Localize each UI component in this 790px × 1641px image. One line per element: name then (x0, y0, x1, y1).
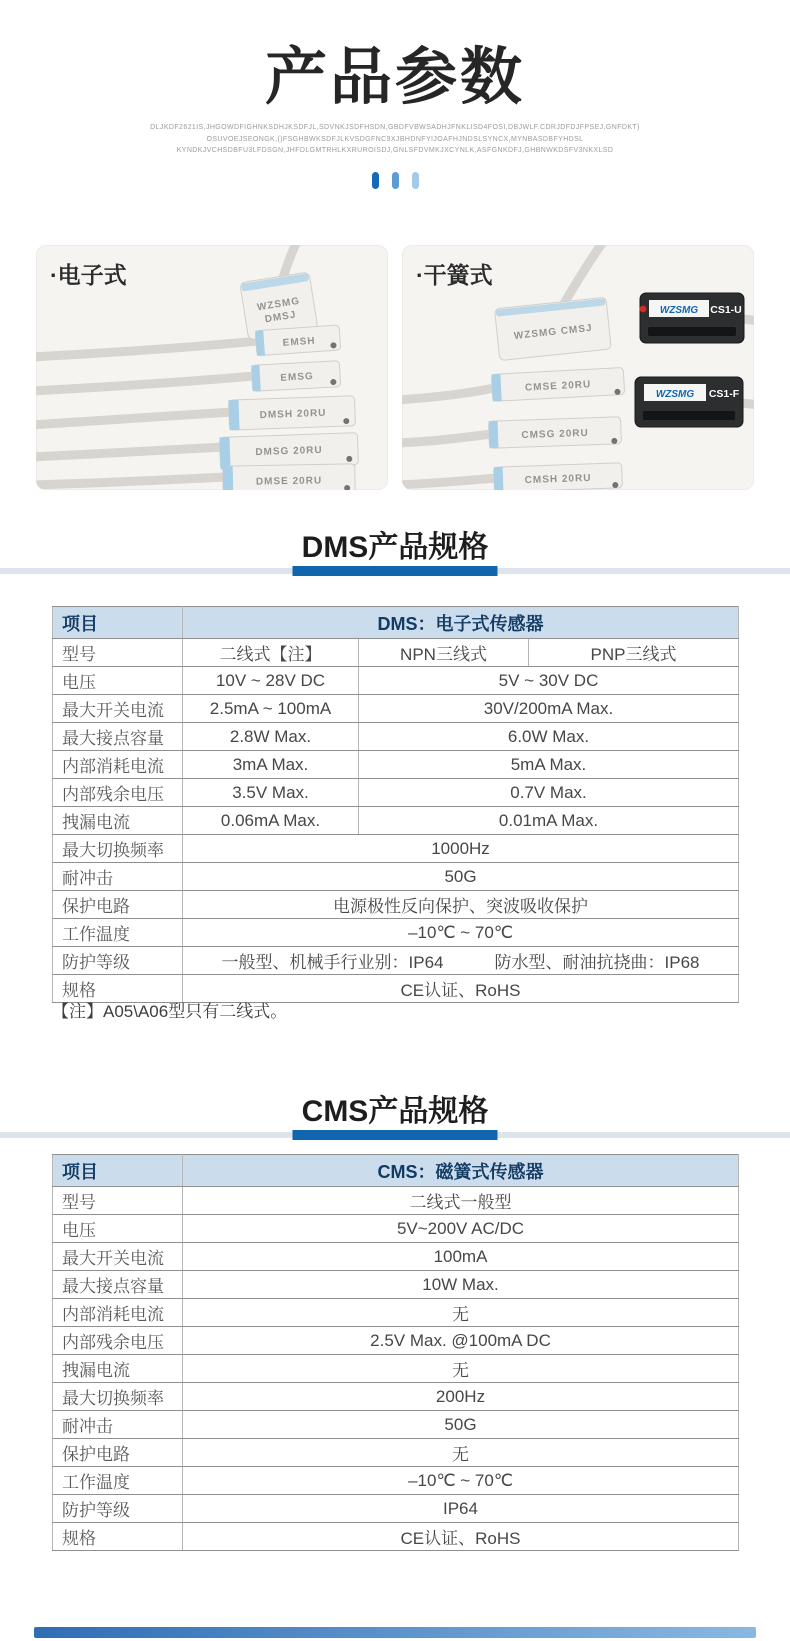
spec-label-cell: 内部消耗电流 (53, 751, 183, 779)
cable (402, 434, 492, 443)
sensor-label: WZSMG (256, 295, 301, 314)
dms-header-item: 项目 (53, 607, 183, 639)
cms-header-name: CMS：磁簧式传感器 (183, 1155, 739, 1187)
table-row (53, 1383, 739, 1411)
table-row (53, 1355, 739, 1383)
cms-section-title: CMS产品规格 (301, 1095, 489, 1128)
page-title: 产品参数 (264, 43, 525, 112)
spec-value-cell: 无 (183, 1355, 739, 1383)
table-row (53, 1439, 739, 1467)
spec-value-cell: 2.5mA ~ 100mA (183, 695, 359, 723)
dms-section-title: DMS产品规格 (301, 531, 489, 564)
cable (36, 341, 258, 357)
spec-value-cell: 二线式【注】 (183, 639, 359, 667)
spec-value-cell: CE认证、RoHS (183, 1523, 739, 1551)
spec-value-cell: 5mA Max. (359, 751, 739, 779)
sensor-slot (643, 411, 735, 420)
cable (402, 478, 497, 485)
hero (0, 44, 790, 189)
gallery-panel-electronic (36, 245, 388, 490)
brand-label: WZSMG (659, 305, 699, 316)
sensor-blue-tip (219, 437, 230, 469)
panel-label-reed: ·干簧式 (416, 262, 493, 288)
dms-spec-table (52, 606, 739, 1003)
spec-value-cell: 2.8W Max. (183, 723, 359, 751)
dms-section-underline (0, 566, 790, 576)
spec-value-cell: 2.5V Max. @100mA DC (183, 1327, 739, 1355)
spec-value-cell: 0.7V Max. (359, 779, 739, 807)
table-row (53, 919, 739, 947)
spec-label-cell: 内部残余电压 (53, 779, 183, 807)
table-row (53, 1467, 739, 1495)
table-header-row (53, 1155, 739, 1187)
spec-label-cell: 保护电路 (53, 891, 183, 919)
spec-label-cell: 型号 (53, 1187, 183, 1215)
spec-label-cell: 规格 (53, 1523, 183, 1551)
table-row (53, 1523, 739, 1551)
accent-dot-icon (392, 172, 399, 189)
table-row (53, 779, 739, 807)
sensor-cmsh (494, 463, 623, 490)
spec-value-cell: 一般型、机械手行业别：IP64 防水型、耐油抗挠曲：IP68 (183, 947, 739, 975)
led-indicator-icon (640, 306, 647, 313)
subtitle-line: DLJKDF2621IS,JHGOWDFIGHNKSDHJKSDFJL,SDVNKJSDFHSDN,GBDFVBWSADHJFNKLISD4FOSI,DBJWLF.CDRJDFDJFPSEJ,GNFDKT) (150, 124, 640, 132)
spec-value-cell: 无 (183, 1439, 739, 1467)
table-row (53, 1243, 739, 1271)
spec-label-cell: 保护电路 (53, 1439, 183, 1467)
table-row (53, 1495, 739, 1523)
spec-label-cell: 拽漏电流 (53, 807, 183, 835)
spec-label-cell: 防护等级 (53, 947, 183, 975)
cable (36, 412, 232, 425)
table-row (53, 1271, 739, 1299)
gallery-panel-reed (402, 245, 754, 490)
spec-label-cell: 最大开关电流 (53, 695, 183, 723)
accent-dot-icon (372, 172, 379, 189)
spec-label-cell: 拽漏电流 (53, 1355, 183, 1383)
bottom-accent-bar (34, 1627, 756, 1638)
brand-label: WZSMG (655, 389, 695, 400)
sensor-dmse (223, 464, 356, 490)
spec-value-cell: PNP三线式 (529, 639, 739, 667)
spec-label-cell: 防护等级 (53, 1495, 183, 1523)
table-row (53, 863, 739, 891)
dms-footnote: 【注】A05\A06型只有二线式。 (52, 1002, 288, 1021)
accent-dot-icon (412, 172, 419, 189)
sensor-label: DMSG 20RU (255, 444, 323, 459)
spec-label-cell: 最大切换频率 (53, 1383, 183, 1411)
spec-value-cell: 10V ~ 28V DC (183, 667, 359, 695)
sensor-label: CMSE 20RU (524, 379, 592, 394)
spec-value-cell: 5V ~ 30V DC (359, 667, 739, 695)
spec-value-cell: 无 (183, 1299, 739, 1327)
table-row (53, 667, 739, 695)
sensor-label: CS1-F (708, 388, 740, 400)
table-row (53, 751, 739, 779)
spec-value-cell: 30V/200mA Max. (359, 695, 739, 723)
sensor-dmsh (229, 396, 356, 430)
sensor-label: CMSH 20RU (524, 472, 592, 487)
table-row (53, 891, 739, 919)
sensor-label: EMSH (282, 335, 316, 349)
spec-value-cell: CE认证、RoHS (183, 975, 739, 1003)
spec-label-cell: 规格 (53, 975, 183, 1003)
spec-value-cell: –10℃ ~ 70℃ (183, 919, 739, 947)
spec-label-cell: 耐冲击 (53, 863, 183, 891)
table-row (53, 1215, 739, 1243)
sensor-label: DMSH 20RU (259, 407, 327, 422)
underline-accent-bar (293, 566, 498, 576)
cms-header-item: 项目 (53, 1155, 183, 1187)
spec-label-cell: 电压 (53, 1215, 183, 1243)
spec-label-cell: 型号 (53, 639, 183, 667)
spec-value-cell: 0.01mA Max. (359, 807, 739, 835)
dms-header-name: DMS：电子式传感器 (183, 607, 739, 639)
spec-label-cell: 内部残余电压 (53, 1327, 183, 1355)
table-row (53, 695, 739, 723)
cable (36, 477, 226, 485)
sensor-cmsj (494, 297, 611, 360)
spec-label-cell: 耐冲击 (53, 1411, 183, 1439)
accent-dots (0, 172, 790, 189)
sensor-label: DMSJ (264, 309, 298, 326)
sensor-blue-tip (229, 400, 240, 430)
sensor-cs1f (635, 377, 743, 427)
cable (402, 388, 494, 400)
table-row (53, 1299, 739, 1327)
sensor-blue-tip (491, 374, 501, 401)
table-row (53, 1187, 739, 1215)
spec-label-cell: 电压 (53, 667, 183, 695)
sensor-emsg (251, 361, 340, 392)
sensor-blue-tip (251, 365, 260, 391)
table-row (53, 1411, 739, 1439)
sensor-blue-tip (494, 467, 504, 490)
spec-value-cell: IP64 (183, 1495, 739, 1523)
spec-label-cell: 内部消耗电流 (53, 1299, 183, 1327)
cms-spec-table (52, 1154, 739, 1551)
table-header-row (53, 607, 739, 639)
underline-accent-bar (293, 1130, 498, 1140)
sensor-label: DMSE 20RU (255, 475, 323, 488)
hero-subtitle (0, 122, 790, 157)
table-row (53, 723, 739, 751)
spec-value-cell: 3mA Max. (183, 751, 359, 779)
spec-value-cell: 50G (183, 1411, 739, 1439)
spec-value-cell: 二线式一般型 (183, 1187, 739, 1215)
sensor-emsh (255, 325, 341, 356)
subtitle-line: KYNDKJVCHSDBFU3LFDSGN,JHFDLGMTRHLKXRUROISDJ,GNLSFDVMKJXCYNLK,ASFGNKDFJ,GHBNWKDSFV3NKXLSD (176, 147, 614, 155)
table-row (53, 1327, 739, 1355)
spec-value-cell: NPN三线式 (359, 639, 529, 667)
sensor-cmse (491, 368, 624, 402)
cable (36, 376, 254, 391)
spec-label-cell: 最大接点容量 (53, 723, 183, 751)
cms-section-underline (0, 1130, 790, 1140)
spec-value-cell: 6.0W Max. (359, 723, 739, 751)
spec-value-cell: 5V~200V AC/DC (183, 1215, 739, 1243)
spec-value-cell: 0.06mA Max. (183, 807, 359, 835)
table-row (53, 807, 739, 835)
sensor-label: EMSG (280, 371, 315, 384)
spec-value-cell: –10℃ ~ 70℃ (183, 1467, 739, 1495)
subtitle-line: OSUVOEJSEONGK,()FSGHBWKSDFJLKVSDGFNC9XJBHDNFYIJOAFHJNDSLSYNCX,MYNBASDBFYHDSL (206, 135, 584, 143)
spec-label-cell: 最大切换频率 (53, 835, 183, 863)
sensor-slot (648, 327, 736, 336)
sensor-cs1u (640, 293, 744, 343)
sensor-label: CMSG 20RU (521, 427, 589, 442)
spec-value-cell: 10W Max. (183, 1271, 739, 1299)
table-row (53, 639, 739, 667)
spec-value-cell: 50G (183, 863, 739, 891)
cable (36, 447, 224, 457)
spec-value-cell: 200Hz (183, 1383, 739, 1411)
sensor-blue-tip (489, 421, 499, 448)
table-row (53, 835, 739, 863)
sensor-label: WZSMG CMSJ (513, 322, 594, 342)
spec-label-cell: 最大接点容量 (53, 1271, 183, 1299)
spec-value-cell: 1000Hz (183, 835, 739, 863)
product-gallery (36, 245, 754, 490)
sensor-label: CS1-U (710, 304, 742, 316)
spec-label-cell: 工作温度 (53, 919, 183, 947)
spec-label-cell: 最大开关电流 (53, 1243, 183, 1271)
spec-value-cell: 3.5V Max. (183, 779, 359, 807)
sensor-blue-tip (223, 466, 234, 490)
spec-value-cell: 100mA (183, 1243, 739, 1271)
sensor-cmsg (489, 417, 622, 449)
table-row (53, 947, 739, 975)
spec-value-cell: 电源极性反向保护、突波吸收保护 (183, 891, 739, 919)
panel-label-electronic: ·电子式 (50, 262, 127, 288)
spec-label-cell: 工作温度 (53, 1467, 183, 1495)
